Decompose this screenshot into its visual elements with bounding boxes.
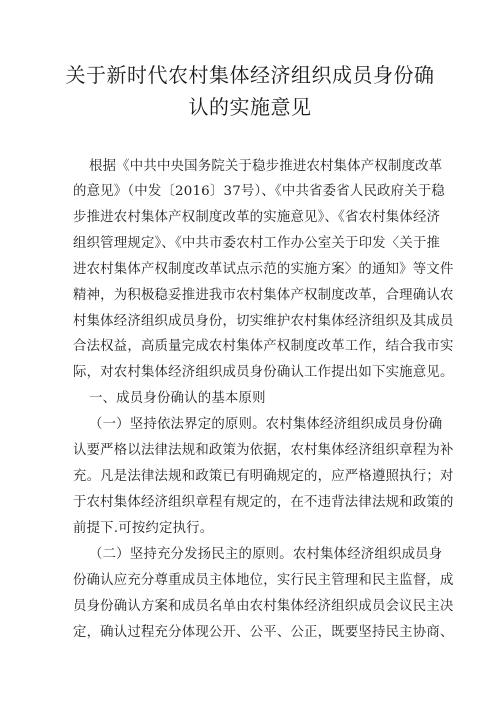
document-title-line-2: 认的实施意见: [188, 95, 312, 119]
body-text-line: 际，对农村集体经济组织成员身份确认工作提出如下实施意见。: [73, 365, 454, 380]
body-text-line: 合法权益，高质量完成农村集体产权制度改革工作，结合我市实: [73, 339, 454, 354]
body-text-line: 定，确认过程充分体现公开、公平、公正，既要坚持民主协商、: [73, 625, 454, 640]
body-text-line: 进农村集体产权制度改革试点示范的实施方案〉的通知》等文件: [73, 262, 454, 277]
body-text-line: 认要严格以法律法规和政策为依据，农村集体经济组织章程为补: [73, 443, 454, 458]
body-text-line: 步推进农村集体产权制度改革的实施意见》、《省农村集体经济: [73, 210, 441, 225]
body-text-line: 于农村集体经济组织章程有规定的，在不违背法律法规和政策的: [73, 495, 454, 510]
body-text-line: 员身份确认方案和成员名单由农村集体经济组织成员会议民主决: [73, 599, 454, 614]
body-text-line: 组织管理规定》、《中共市委农村工作办公室关于印发〈关于推: [73, 236, 441, 251]
document-title-line-1: 关于新时代农村集体经济组织成员身份确: [65, 63, 435, 87]
body-text-line: 前提下.可按约定执行。: [73, 521, 214, 536]
body-text-line: 根据《中共中央国务院关于稳步推进农村集体产权制度改革: [89, 159, 443, 174]
body-text-line: 村集体经济组织成员身份，切实维护农村集体经济组织及其成员: [73, 314, 454, 329]
body-text-line: （二）坚持充分发扬民主的原则。农村集体经济组织成员身: [89, 547, 443, 562]
body-text-line: 精神，为积极稳妥推进我市农村集体产权制度改革，合理确认农: [73, 288, 454, 303]
body-text-line: 充。凡是法律法规和政策已有明确规定的，应严格遵照执行；对: [73, 469, 454, 484]
body-text-line: 的意见》（中发〔2016〕37号）、《中共省委省人民政府关于稳: [73, 184, 445, 199]
section-heading: 一、成员身份确认的基本原则: [89, 391, 266, 406]
body-text-line: （一）坚持依法界定的原则。农村集体经济组织成员身份确: [89, 417, 443, 432]
body-text-line: 份确认应充分尊重成员主体地位，实行民主管理和民主监督，成: [73, 573, 454, 588]
